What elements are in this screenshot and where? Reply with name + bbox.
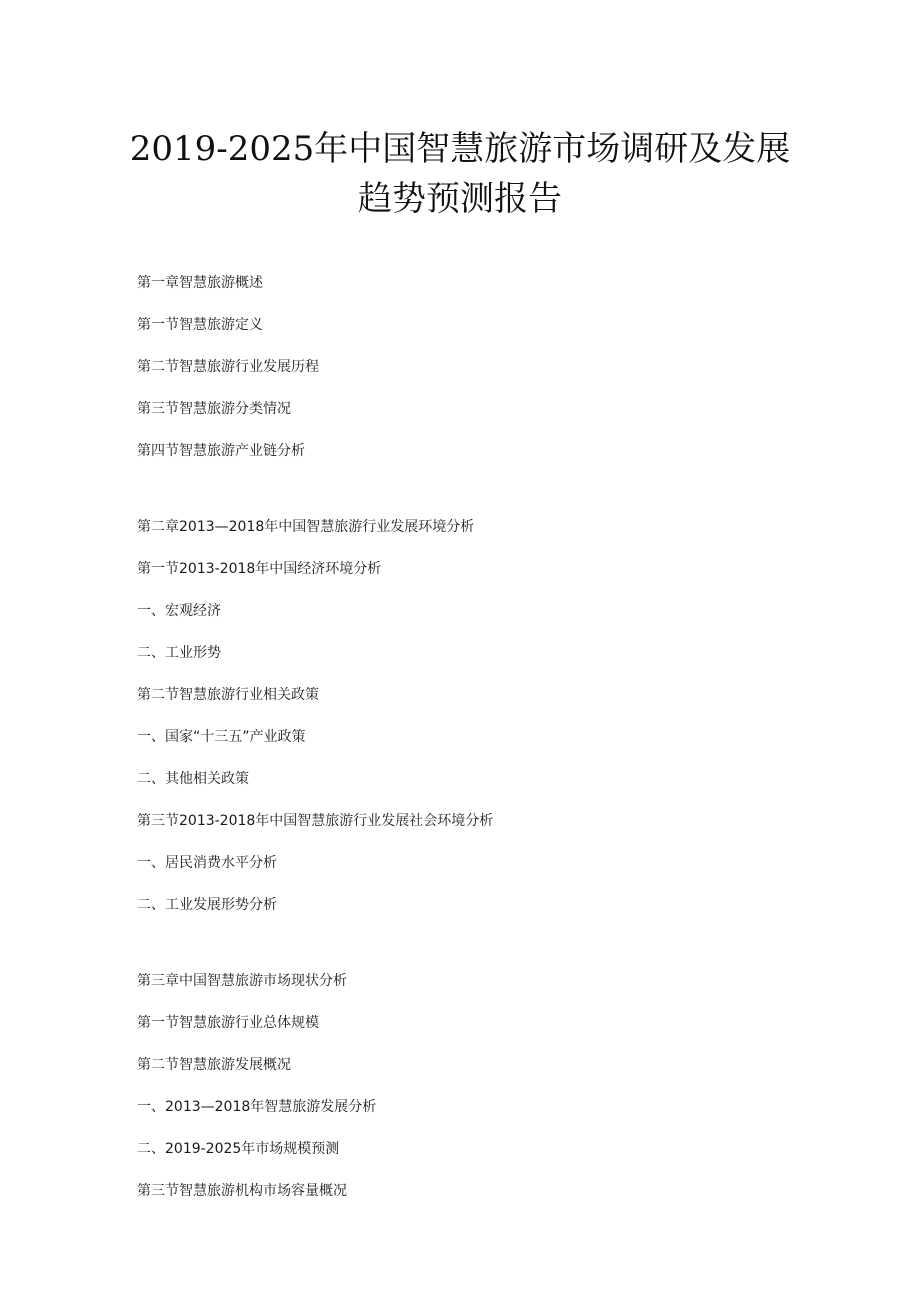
toc-subsection: 一、居民消费水平分析: [137, 855, 277, 871]
title-line-1: 2019-2025年中国智慧旅游市场调研及发展: [129, 129, 791, 169]
toc-section: 第二节智慧旅游行业发展历程: [137, 359, 319, 375]
toc-subsection: 二、工业形势: [137, 645, 221, 661]
toc-chapter-3: 第三章中国智慧旅游市场现状分析: [137, 973, 347, 989]
toc-section: 第三节2013-2018年中国智慧旅游行业发展社会环境分析: [137, 813, 494, 829]
toc-subsection: 二、2019-2025年市场规模预测: [137, 1141, 340, 1157]
toc-subsection: 二、其他相关政策: [137, 771, 249, 787]
toc-section: 第二节智慧旅游发展概况: [137, 1057, 291, 1073]
toc-section: 第一节智慧旅游行业总体规模: [137, 1015, 319, 1031]
toc-subsection: 二、工业发展形势分析: [137, 897, 277, 913]
toc-section: 第一节2013-2018年中国经济环境分析: [137, 561, 382, 577]
toc-subsection: 一、国家“十三五”产业政策: [137, 729, 306, 745]
toc-chapter-2: 第二章2013—2018年中国智慧旅游行业发展环境分析: [137, 519, 475, 535]
document-title: [0, 124, 920, 224]
toc-section: 第二节智慧旅游行业相关政策: [137, 687, 319, 703]
toc-chapter-1: 第一章智慧旅游概述: [137, 275, 263, 291]
toc-subsection: 一、宏观经济: [137, 603, 221, 619]
title-line-2: 趋势预测报告: [358, 179, 562, 219]
toc-section: 第三节智慧旅游机构市场容量概况: [137, 1183, 347, 1199]
toc-section: 第四节智慧旅游产业链分析: [137, 443, 305, 459]
toc-section: 第一节智慧旅游定义: [137, 317, 263, 333]
toc-section: 第三节智慧旅游分类情况: [137, 401, 291, 417]
toc-subsection: 一、2013—2018年智慧旅游发展分析: [137, 1099, 377, 1115]
